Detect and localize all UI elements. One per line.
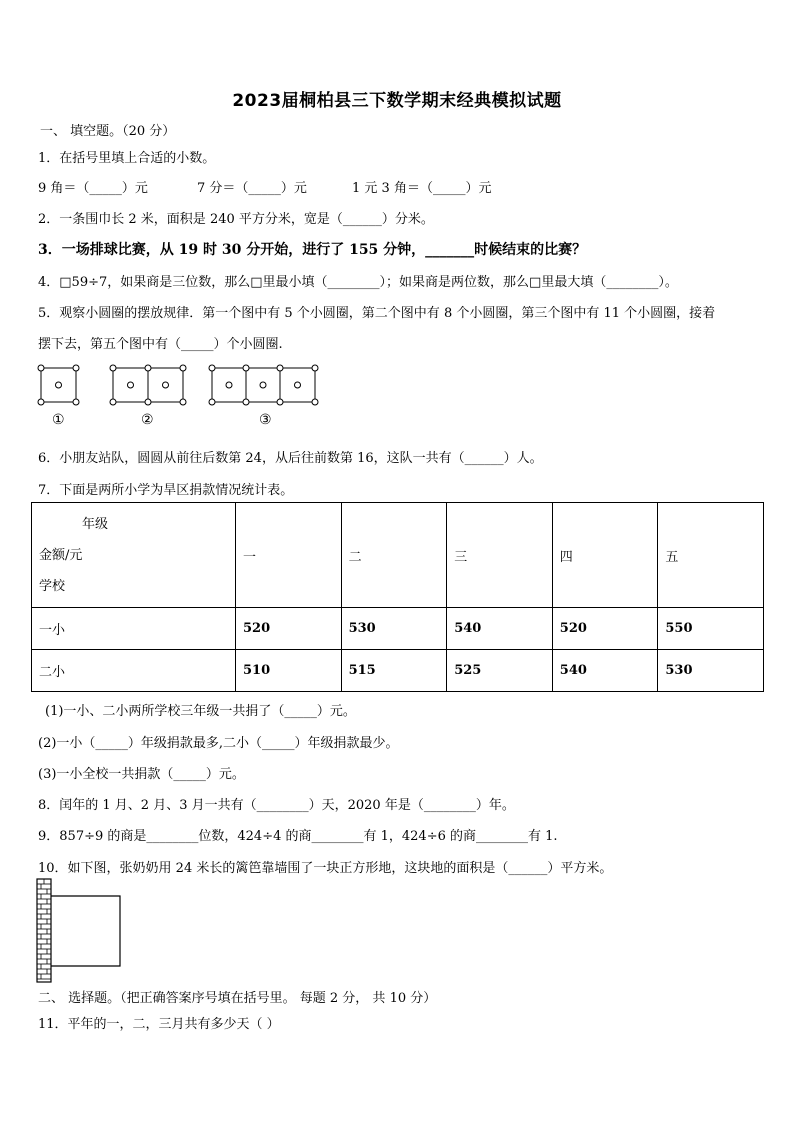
question-6: 6．小朋友站队，圆圆从前往后数第 24，从后往前数第 16，这队一共有（______）人。	[38, 451, 543, 466]
question-11: 11．平年的一，二，三月共有多少天（ ）	[38, 1017, 280, 1032]
question-1-item-a: 9 角＝（_____）元	[38, 181, 148, 196]
question-10: 10．如下图，张奶奶用 24 米长的篱笆靠墙围了一块正方形地，这块地的面积是（______）平方米。	[38, 861, 613, 876]
question-1-item-b: 7 分＝（_____）元	[197, 181, 307, 196]
table-cell: 540	[447, 608, 553, 650]
question-5-line-2: 摆下去，第五个图中有（_____）个小圆圈.	[38, 337, 283, 352]
question-7: 7．下面是两所小学为旱区捐款情况统计表。	[38, 483, 294, 498]
question-1-item-c: 1 元 3 角＝（_____）元	[352, 181, 492, 196]
pattern-label-1: ①	[52, 412, 65, 428]
table-cell: 520	[552, 608, 658, 650]
donation-table	[31, 502, 764, 692]
header-grade-label: 年级	[82, 516, 109, 532]
question-3: 3．一场排球比赛，从 19 时 30 分开始，进行了 155 分钟，_______时候结束的比赛？	[38, 242, 587, 258]
wall-square-figure	[36, 878, 126, 984]
page-title: 2023届桐柏县三下数学期末经典模拟试题	[232, 91, 562, 111]
table-cell: 530	[658, 650, 764, 692]
pattern-label-2: ②	[141, 412, 154, 428]
question-7-sub-3: (3)一小全校一共捐款（_____）元。	[38, 767, 245, 782]
question-5-line-1: 5．观察小圆圈的摆放规律．第一个图中有 5 个小圆圈，第二个图中有 8 个小圆圈，第三个图中有 11 个小圆圈，接着	[38, 306, 716, 321]
question-9: 9．857÷9 的商是________位数，424÷4 的商________有 1，424÷6 的商________有 1.	[38, 829, 558, 844]
question-7-sub-2: (2)一小（_____）年级捐款最多,二小（_____）年级捐款最少。	[38, 736, 399, 751]
table-row	[32, 608, 764, 650]
header-school-label: 学校	[39, 578, 66, 594]
brick-wall	[37, 879, 51, 982]
table-row	[32, 650, 764, 692]
pattern-2	[110, 365, 186, 405]
grade-header: 二	[341, 503, 447, 608]
school-name: 一小	[32, 608, 236, 650]
table-cell: 515	[341, 650, 447, 692]
question-8: 8．闰年的 1 月、2 月、3 月一共有（________）天，2020 年是（________）年。	[38, 798, 515, 813]
table-cell: 510	[236, 650, 342, 692]
grade-header: 四	[552, 503, 658, 608]
pattern-1	[38, 365, 79, 405]
pattern-label-3: ③	[259, 412, 272, 428]
table-header-row	[32, 503, 764, 608]
section-1-heading: 一、 填空题。（20 分）	[40, 124, 176, 139]
table-cell: 530	[341, 608, 447, 650]
table-cell: 520	[236, 608, 342, 650]
section-2-heading: 二、 选择题。（把正确答案序号填在括号里。 每题 2 分， 共 10 分）	[38, 991, 437, 1006]
square-field	[51, 896, 120, 966]
question-4: 4．□59÷7，如果商是三位数，那么□里最小填（________）；如果商是两位数，那么□里最大填（________）。	[38, 275, 678, 290]
circle-pattern-figure	[35, 362, 325, 432]
grade-header: 五	[658, 503, 764, 608]
question-1: 1．在括号里填上合适的小数。	[38, 151, 216, 166]
table-corner-header	[32, 503, 236, 608]
grade-header: 一	[236, 503, 342, 608]
pattern-3	[209, 365, 318, 405]
question-7-sub-1: (1)一小、二小两所学校三年级一共捐了（_____）元。	[45, 704, 356, 719]
grade-header: 三	[447, 503, 553, 608]
header-amount-label: 金额/元	[39, 547, 83, 563]
table-cell: 540	[552, 650, 658, 692]
school-name: 二小	[32, 650, 236, 692]
table-cell: 525	[447, 650, 553, 692]
question-2: 2．一条围巾长 2 米，面积是 240 平方分米，宽是（______）分米。	[38, 212, 434, 227]
table-cell: 550	[658, 608, 764, 650]
